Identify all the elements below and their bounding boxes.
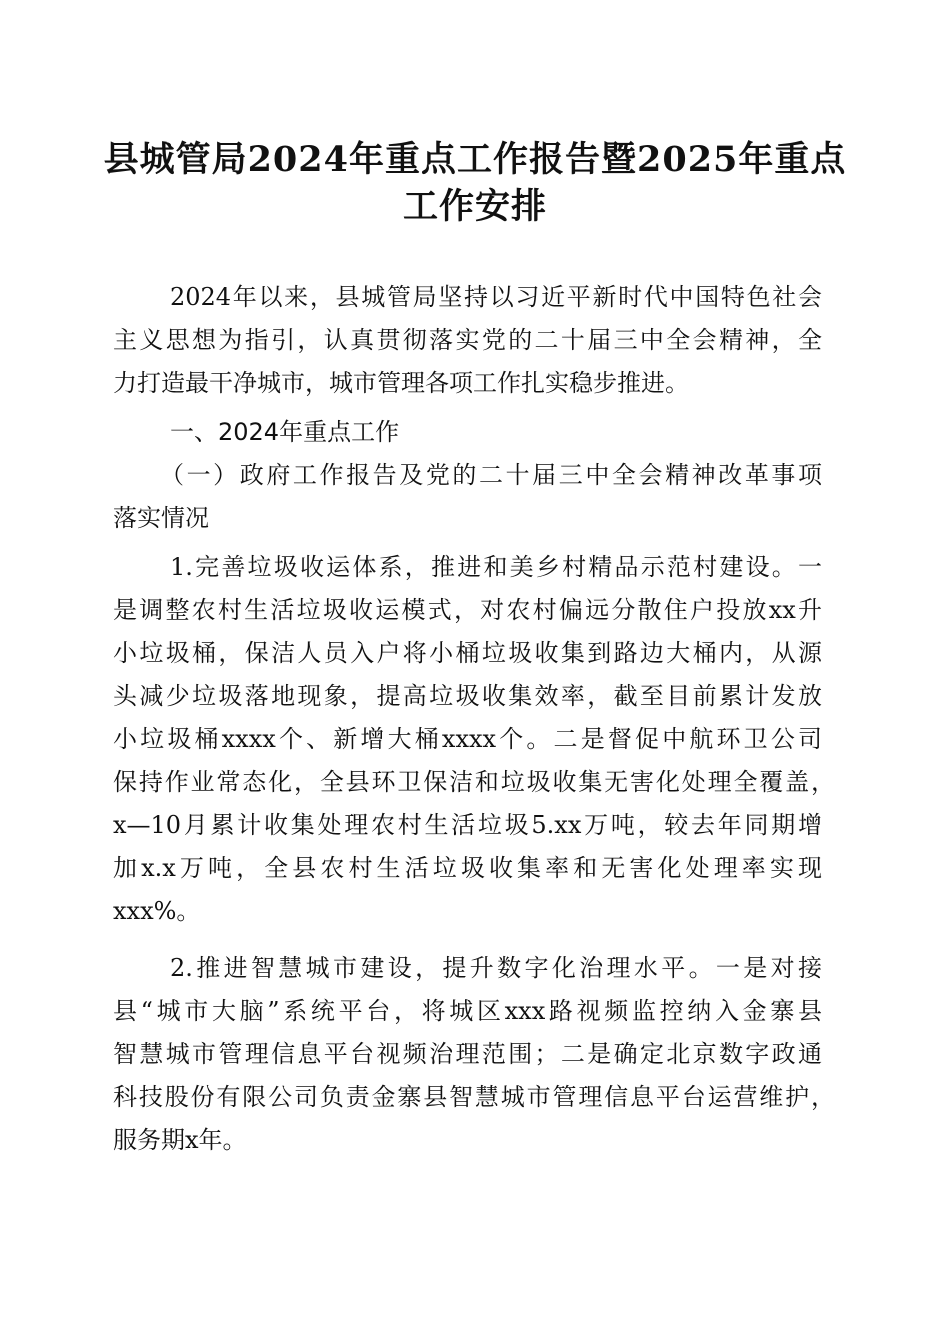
subsection-heading-line: 落实情况 (113, 504, 209, 532)
subsection-heading-line: （一）政府工作报告及党的二十届三中全会精神改革事项 (160, 461, 822, 489)
section-heading: 一、2024年重点工作 (170, 418, 400, 446)
item1-line: x—10月累计收集处理农村生活垃圾5.xx万吨，较去年同期增 (113, 811, 822, 839)
intro-line: 2024年以来，县城管局坚持以习近平新时代中国特色社会 (170, 283, 822, 311)
item1-line: 是调整农村生活垃圾收运模式，对农村偏远分散住户投放xx升 (113, 596, 822, 624)
item1-line: 保持作业常态化，全县环卫保洁和垃圾收集无害化处理全覆盖， (113, 768, 835, 796)
item1-line: 小垃圾桶xxxx个、新增大桶xxxx个。二是督促中航环卫公司 (113, 725, 822, 753)
item1-line: 小垃圾桶，保洁人员入户将小桶垃圾收集到路边大桶内，从源 (113, 639, 822, 667)
item1-line: 头减少垃圾落地现象，提高垃圾收集效率，截至目前累计发放 (113, 682, 822, 710)
document-title-line-1: 县城管局2024年重点工作报告暨2025年重点 (103, 139, 847, 180)
item1-line: 加x.x万吨，全县农村生活垃圾收集率和无害化处理率实现 (113, 854, 822, 882)
item2-line: 县“城市大脑”系统平台，将城区xxx路视频监控纳入金寨县 (113, 997, 822, 1025)
item1-line: 1.完善垃圾收运体系，推进和美乡村精品示范村建设。一 (170, 553, 822, 581)
intro-line: 力打造最干净城市，城市管理各项工作扎实稳步推进。 (113, 369, 689, 397)
document-title-line-2: 工作安排 (402, 186, 547, 227)
item2-line: 智慧城市管理信息平台视频治理范围；二是确定北京数字政通 (113, 1040, 822, 1068)
intro-line: 主义思想为指引，认真贯彻落实党的二十届三中全会精神，全 (113, 326, 822, 354)
item2-line: 2.推进智慧城市建设，提升数字化治理水平。一是对接 (170, 954, 822, 982)
item2-line: 服务期x年。 (113, 1126, 247, 1154)
item1-line: xxx%。 (113, 897, 201, 925)
item2-line: 科技股份有限公司负责金寨县智慧城市管理信息平台运营维护， (113, 1083, 835, 1111)
